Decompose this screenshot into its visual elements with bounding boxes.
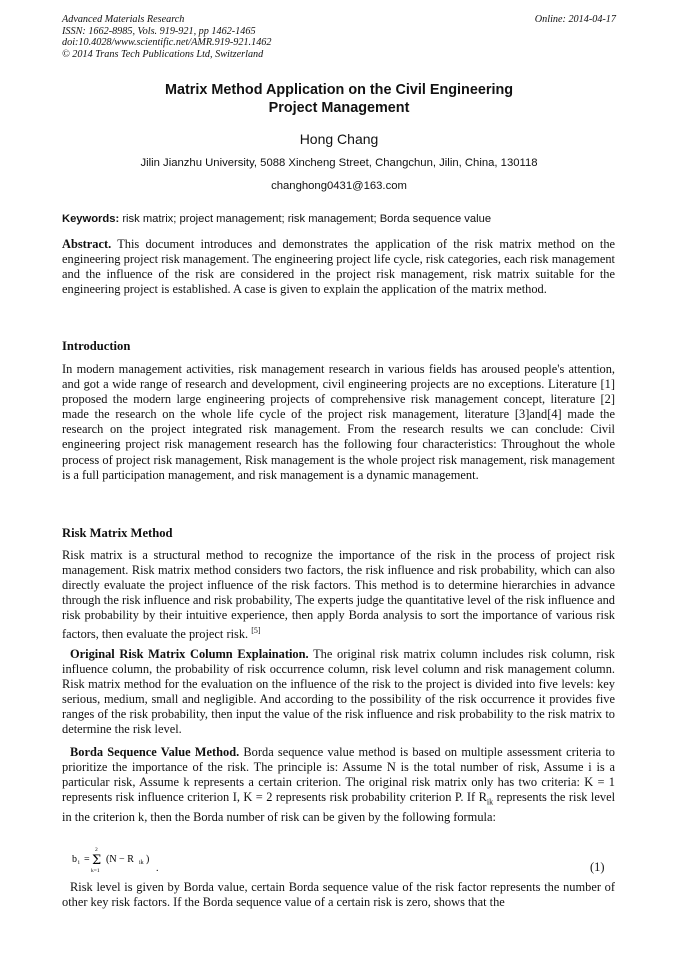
author-email: changhong0431@163.com: [271, 180, 407, 192]
formula-sum-bottom: k=1: [91, 868, 100, 874]
original-matrix-text: The original risk matrix column includes risk column, risk influence column, the probability of risk occurrence column, risk level column and risk management column. Risk matrix method for the evaluation on the influence of the risk to the project is divided into five levels: key serious, medium, small and negligible. And according to the possibility of the risk occurrence it provides five ranges of the risk probability, then input the value of the risk influence and risk probability to the risk matrix to determine the risk level.: [62, 647, 616, 737]
equation-number: (1): [590, 860, 605, 874]
keywords-label: Keywords:: [62, 213, 120, 225]
borda-paragraph: [62, 745, 615, 825]
keywords-text: risk matrix; project management; risk management; Borda sequence value: [122, 213, 492, 225]
author-name: Hong Chang: [299, 131, 379, 147]
issn-line: ISSN: 1662-8985, Vols. 919-921, pp 1462-1465: [62, 25, 256, 37]
section-heading-introduction: Introduction: [62, 339, 131, 353]
borda-label: Borda Sequence Value Method.: [70, 745, 240, 759]
title-line-2: Project Management: [268, 100, 410, 116]
formula-body: (N − R: [106, 854, 134, 865]
journal-name: Advanced Materials Research: [62, 14, 185, 25]
title-line-1: Matrix Method Application on the Civil Engineering: [164, 82, 514, 98]
risk-matrix-text: Risk matrix is a structural method to recognize the importance of the risk in the process of project risk management. Risk matrix method considers two factors, the risk influence and risk probability, which can also directly evaluate the project influence of the risk factors. This method is to determine hierarchies in advance through the risk influence and risk probability, The experts judge the quantitative level of the risk influence and risk probability by their intuitive experience, then apply Borda analysis to sort the importance of various risk factors, then evaluate the project risk.: [62, 548, 615, 642]
formula-lhs: b: [72, 854, 77, 865]
formula-lhs-sub: i: [78, 860, 80, 866]
borda-formula: [70, 844, 190, 874]
abstract-text: This document introduces and demonstrates the application of the risk matrix method on the engineering project risk management. The engineering project life cycle, risk categories, each risk management and the influence of the risk are considered in the project risk management, risk matrix suitable for the engineering project is established. A case is given to explain the application of the matrix method.: [62, 237, 616, 297]
doi-line: doi:10.4028/www.scientific.net/AMR.919-921.1462: [62, 37, 272, 49]
risk-matrix-paragraph: [62, 548, 615, 643]
abstract: [62, 237, 615, 297]
original-matrix-paragraph: [62, 647, 615, 738]
introduction-paragraph: In modern management activities, risk management research in various fields has aroused people's attention, and got a wide range of research and development, civil engineering projects are no exceptions. Literature [1] proposed the modern large engineering projects of comprehensive risk management concept, literature [2] made the research on the whole life cycle of the project risk management, literature [3]and[4] made the research on the project integrated risk management. From the research results we can conclude: Civil engineering project risk management research has the following four characteristics: Throughout the whole process of project risk management, Risk management is the whole project risk management, risk management is a full participation management, and risk management is a dynamic management.: [62, 362, 615, 482]
formula-body-sub: ik: [139, 860, 144, 866]
journal-header: [62, 14, 271, 60]
affiliation: Jilin Jianzhu University, 5088 Xincheng Street, Changchun, Jilin, China, 130118: [140, 157, 538, 169]
original-matrix-label: Original Risk Matrix Column Explaination.: [70, 647, 309, 661]
keywords: [62, 213, 616, 225]
borda-text-a: Borda sequence value method is based on multiple assessment criteria to prioritize the importance of the risk. The principle is: Assume N is the total number of risk, Assume i is a particular risk, Assume k represents a certain criterion. The original risk matrix only has two criteria: K = 1 represents risk influence criterion I, K = 2 represents risk probability criterion P. If R: [62, 745, 615, 805]
paper-title: [62, 81, 616, 117]
copyright-line: © 2014 Trans Tech Publications Ltd, Switzerland: [62, 48, 264, 60]
borda-text-b: represents the risk level in the criterion k, then the Borda number of risk can be given by the following formula:: [62, 790, 616, 824]
formula-dot: .: [156, 863, 159, 874]
formula-equals: =: [84, 854, 90, 865]
final-paragraph: Risk level is given by Borda value, certain Borda sequence value of the risk factor represents the number of other key risk factors. If the Borda sequence value of a certain risk is zero, shows that the: [62, 880, 615, 910]
sigma-symbol: Σ: [92, 853, 102, 868]
abstract-label: Abstract.: [62, 237, 112, 251]
online-date: Online: 2014-04-17: [534, 14, 616, 25]
borda-subscript: ik: [486, 797, 494, 807]
formula-sum-top: 2: [95, 847, 98, 853]
reference-5: [5]: [251, 626, 261, 636]
section-heading-risk-matrix-method: Risk Matrix Method: [62, 526, 173, 540]
formula-close: ): [146, 854, 150, 865]
